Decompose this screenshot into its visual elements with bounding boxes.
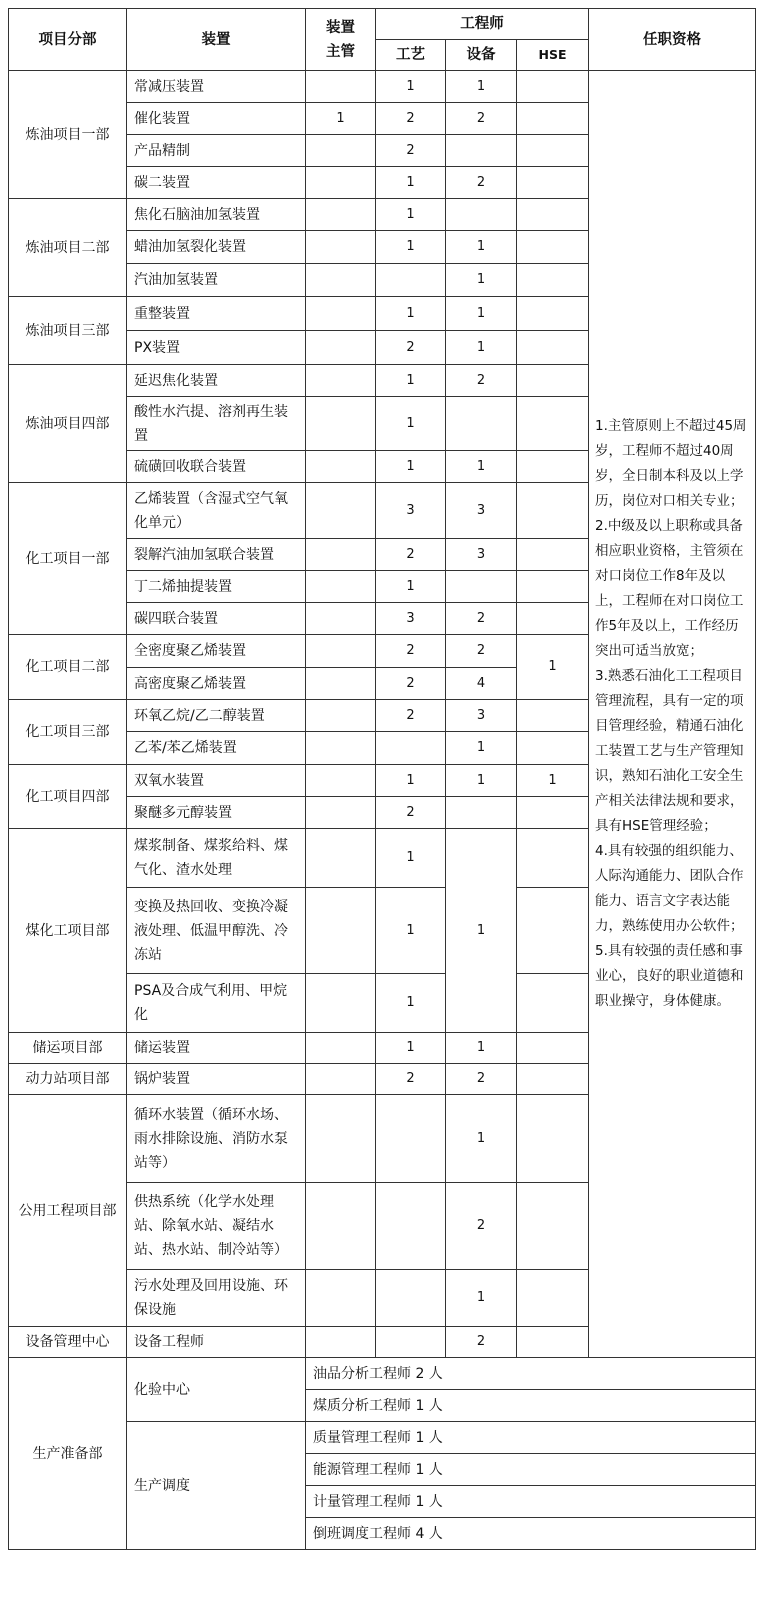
hse-cell [517, 483, 589, 539]
dept-cell: 炼油项目二部 [9, 199, 127, 297]
position-cell: 油品分析工程师 2 人 [306, 1358, 756, 1390]
supervisor-cell [306, 397, 376, 451]
dept-cell: 化工项目二部 [9, 635, 127, 700]
dept-cell: 动力站项目部 [9, 1064, 127, 1095]
supervisor-cell [306, 700, 376, 732]
dept-cell: 公用工程项目部 [9, 1095, 127, 1327]
hse-cell [517, 603, 589, 635]
hse-cell [517, 797, 589, 829]
equipment-cell: 1 [446, 1033, 517, 1064]
process-cell: 1 [376, 167, 446, 199]
unit-cell: 污水处理及回用设施、环保设施 [127, 1270, 306, 1327]
dept-cell: 设备管理中心 [9, 1327, 127, 1358]
unit-cell: 乙烯装置（含湿式空气氧化单元） [127, 483, 306, 539]
header-equipment: 设备 [446, 40, 517, 71]
supervisor-cell [306, 539, 376, 571]
dept-cell: 储运项目部 [9, 1033, 127, 1064]
header-requirements: 任职资格 [589, 9, 756, 71]
dept-cell: 生产准备部 [9, 1358, 127, 1550]
equipment-cell: 2 [446, 1183, 517, 1270]
equipment-cell: 1 [446, 1095, 517, 1183]
equipment-cell: 1 [446, 71, 517, 103]
supervisor-cell [306, 483, 376, 539]
equipment-cell [446, 135, 517, 167]
unit-cell: 酸性水汽提、溶剂再生装置 [127, 397, 306, 451]
hse-cell: 1 [517, 635, 589, 700]
process-cell: 2 [376, 135, 446, 167]
process-cell [376, 1327, 446, 1358]
unit-cell: PX装置 [127, 331, 306, 365]
unit-cell: 双氧水装置 [127, 765, 306, 797]
supervisor-cell [306, 451, 376, 483]
unit-cell: 常减压装置 [127, 71, 306, 103]
hse-cell [517, 732, 589, 765]
process-cell: 2 [376, 331, 446, 365]
equipment-cell: 1 [446, 451, 517, 483]
equipment-cell: 1 [446, 765, 517, 797]
process-cell: 1 [376, 829, 446, 888]
process-cell: 1 [376, 765, 446, 797]
staffing-table [8, 8, 756, 1550]
equipment-cell: 2 [446, 1327, 517, 1358]
hse-cell [517, 888, 589, 974]
process-cell: 1 [376, 71, 446, 103]
equipment-cell: 2 [446, 365, 517, 397]
requirement-item: 1.主管原则上不超过45周岁，工程师不超过40周岁，全日制本科及以上学历，岗位对口相关专业； [595, 418, 747, 509]
unit-cell: 焦化石脑油加氢装置 [127, 199, 306, 231]
process-cell [376, 264, 446, 297]
process-cell: 1 [376, 1033, 446, 1064]
hse-cell [517, 571, 589, 603]
requirement-item: 5.具有较强的责任感和事业心，良好的职业道德和职业操守，身体健康。 [595, 943, 744, 1009]
supervisor-cell [306, 331, 376, 365]
dept-cell: 化工项目三部 [9, 700, 127, 765]
hse-cell [517, 297, 589, 331]
equipment-cell: 2 [446, 635, 517, 668]
dept-cell: 化工项目四部 [9, 765, 127, 829]
process-cell: 2 [376, 103, 446, 135]
process-cell: 3 [376, 603, 446, 635]
unit-cell: 变换及热回收、变换冷凝液处理、低温甲醇洗、冷冻站 [127, 888, 306, 974]
equipment-cell: 2 [446, 103, 517, 135]
equipment-cell: 4 [446, 668, 517, 700]
hse-cell [517, 539, 589, 571]
process-cell: 1 [376, 974, 446, 1033]
hse-cell [517, 231, 589, 264]
process-cell: 2 [376, 635, 446, 668]
unit-cell: 重整装置 [127, 297, 306, 331]
unit-cell: 锅炉装置 [127, 1064, 306, 1095]
unit-cell: 全密度聚乙烯装置 [127, 635, 306, 668]
unit-cell: 聚醚多元醇装置 [127, 797, 306, 829]
unit-cell: 化验中心 [127, 1358, 306, 1422]
equipment-cell: 3 [446, 483, 517, 539]
hse-cell [517, 365, 589, 397]
hse-cell [517, 397, 589, 451]
unit-cell: 延迟焦化装置 [127, 365, 306, 397]
supervisor-cell [306, 135, 376, 167]
unit-cell: 产品精制 [127, 135, 306, 167]
hse-cell [517, 199, 589, 231]
equipment-cell [446, 397, 517, 451]
supervisor-cell [306, 797, 376, 829]
equipment-cell: 2 [446, 1064, 517, 1095]
process-cell: 1 [376, 397, 446, 451]
unit-cell: 储运装置 [127, 1033, 306, 1064]
supervisor-cell [306, 264, 376, 297]
hse-cell: 1 [517, 765, 589, 797]
hse-cell [517, 135, 589, 167]
process-cell: 1 [376, 231, 446, 264]
unit-cell: 硫磺回收联合装置 [127, 451, 306, 483]
supervisor-cell [306, 732, 376, 765]
header-supervisor: 装置 主管 [306, 9, 376, 71]
process-cell: 2 [376, 700, 446, 732]
equipment-cell: 3 [446, 700, 517, 732]
unit-cell: 碳二装置 [127, 167, 306, 199]
supervisor-cell [306, 1033, 376, 1064]
hse-cell [517, 331, 589, 365]
equipment-cell: 1 [446, 297, 517, 331]
supervisor-cell [306, 888, 376, 974]
supervisor-cell [306, 1064, 376, 1095]
header-dept: 项目分部 [9, 9, 127, 71]
position-cell: 煤质分析工程师 1 人 [306, 1390, 756, 1422]
supervisor-cell [306, 668, 376, 700]
supervisor-cell [306, 1270, 376, 1327]
hse-cell [517, 1064, 589, 1095]
hse-cell [517, 700, 589, 732]
equipment-cell: 1 [446, 829, 517, 1033]
supervisor-cell [306, 365, 376, 397]
process-cell [376, 1183, 446, 1270]
process-cell: 1 [376, 199, 446, 231]
unit-cell: 裂解汽油加氢联合装置 [127, 539, 306, 571]
supervisor-cell [306, 1183, 376, 1270]
unit-cell: 煤浆制备、煤浆给料、煤气化、渣水处理 [127, 829, 306, 888]
process-cell: 2 [376, 539, 446, 571]
unit-cell: 丁二烯抽提装置 [127, 571, 306, 603]
process-cell: 2 [376, 1064, 446, 1095]
unit-cell: 设备工程师 [127, 1327, 306, 1358]
equipment-cell: 1 [446, 732, 517, 765]
process-cell: 1 [376, 451, 446, 483]
hse-cell [517, 829, 589, 888]
supervisor-cell [306, 167, 376, 199]
process-cell: 1 [376, 365, 446, 397]
unit-cell: 蜡油加氢裂化装置 [127, 231, 306, 264]
unit-cell: 循环水装置（循环水场、雨水排除设施、消防水泵站等） [127, 1095, 306, 1183]
position-cell: 倒班调度工程师 4 人 [306, 1518, 756, 1550]
supervisor-cell [306, 571, 376, 603]
equipment-cell: 1 [446, 264, 517, 297]
position-cell: 能源管理工程师 1 人 [306, 1454, 756, 1486]
supervisor-cell [306, 231, 376, 264]
process-cell: 1 [376, 888, 446, 974]
dept-cell: 煤化工项目部 [9, 829, 127, 1033]
supervisor-cell: 1 [306, 103, 376, 135]
unit-cell: 环氧乙烷/乙二醇装置 [127, 700, 306, 732]
supervisor-cell [306, 297, 376, 331]
supervisor-cell [306, 974, 376, 1033]
dept-cell: 炼油项目一部 [9, 71, 127, 199]
supervisor-cell [306, 765, 376, 797]
dept-cell: 炼油项目四部 [9, 365, 127, 483]
equipment-cell [446, 199, 517, 231]
supervisor-cell [306, 635, 376, 668]
supervisor-cell [306, 71, 376, 103]
header-unit: 装置 [127, 9, 306, 71]
unit-cell: 高密度聚乙烯装置 [127, 668, 306, 700]
unit-cell: 汽油加氢装置 [127, 264, 306, 297]
dept-cell: 化工项目一部 [9, 483, 127, 635]
process-cell [376, 1270, 446, 1327]
requirement-item: 3.熟悉石油化工工程项目管理流程，具有一定的项目管理经验，精通石油化工装置工艺与生产管理知识，熟知石油化工安全生产相关法律法规和要求，具有HSE管理经验； [595, 668, 744, 834]
hse-cell [517, 1183, 589, 1270]
unit-cell: 催化装置 [127, 103, 306, 135]
unit-cell: 乙苯/苯乙烯装置 [127, 732, 306, 765]
equipment-cell [446, 797, 517, 829]
header-hse: HSE [517, 40, 589, 71]
supervisor-cell [306, 829, 376, 888]
header-engineer: 工程师 [376, 9, 589, 40]
hse-cell [517, 1095, 589, 1183]
process-cell: 2 [376, 668, 446, 700]
hse-cell [517, 974, 589, 1033]
equipment-cell: 1 [446, 1270, 517, 1327]
hse-cell [517, 1033, 589, 1064]
hse-cell [517, 167, 589, 199]
equipment-cell: 1 [446, 231, 517, 264]
unit-cell: 生产调度 [127, 1422, 306, 1550]
requirement-item: 4.具有较强的组织能力、人际沟通能力、团队合作能力、语言文字表达能力，熟练使用办公软件； [595, 843, 744, 934]
supervisor-cell [306, 1327, 376, 1358]
position-cell: 质量管理工程师 1 人 [306, 1422, 756, 1454]
equipment-cell: 2 [446, 167, 517, 199]
process-cell: 1 [376, 297, 446, 331]
supervisor-cell [306, 603, 376, 635]
position-cell: 计量管理工程师 1 人 [306, 1486, 756, 1518]
equipment-cell: 1 [446, 331, 517, 365]
hse-cell [517, 71, 589, 103]
process-cell: 3 [376, 483, 446, 539]
supervisor-cell [306, 199, 376, 231]
unit-cell: PSA及合成气利用、甲烷化 [127, 974, 306, 1033]
process-cell: 1 [376, 571, 446, 603]
supervisor-cell [306, 1095, 376, 1183]
hse-cell [517, 451, 589, 483]
header-process: 工艺 [376, 40, 446, 71]
requirement-item: 2.中级及以上职称或具备相应职业资格，主管须在对口岗位工作8年及以上，工程师在对口岗位工作5年及以上，工作经历突出可适当放宽； [595, 518, 744, 659]
hse-cell [517, 264, 589, 297]
equipment-cell: 2 [446, 603, 517, 635]
hse-cell [517, 1327, 589, 1358]
hse-cell [517, 1270, 589, 1327]
hse-cell [517, 103, 589, 135]
unit-cell: 碳四联合装置 [127, 603, 306, 635]
equipment-cell: 3 [446, 539, 517, 571]
requirements-cell [589, 71, 756, 1358]
unit-cell: 供热系统（化学水处理站、除氧水站、凝结水站、热水站、制冷站等） [127, 1183, 306, 1270]
equipment-cell [446, 571, 517, 603]
dept-cell: 炼油项目三部 [9, 297, 127, 365]
process-cell [376, 732, 446, 765]
process-cell: 2 [376, 797, 446, 829]
process-cell [376, 1095, 446, 1183]
